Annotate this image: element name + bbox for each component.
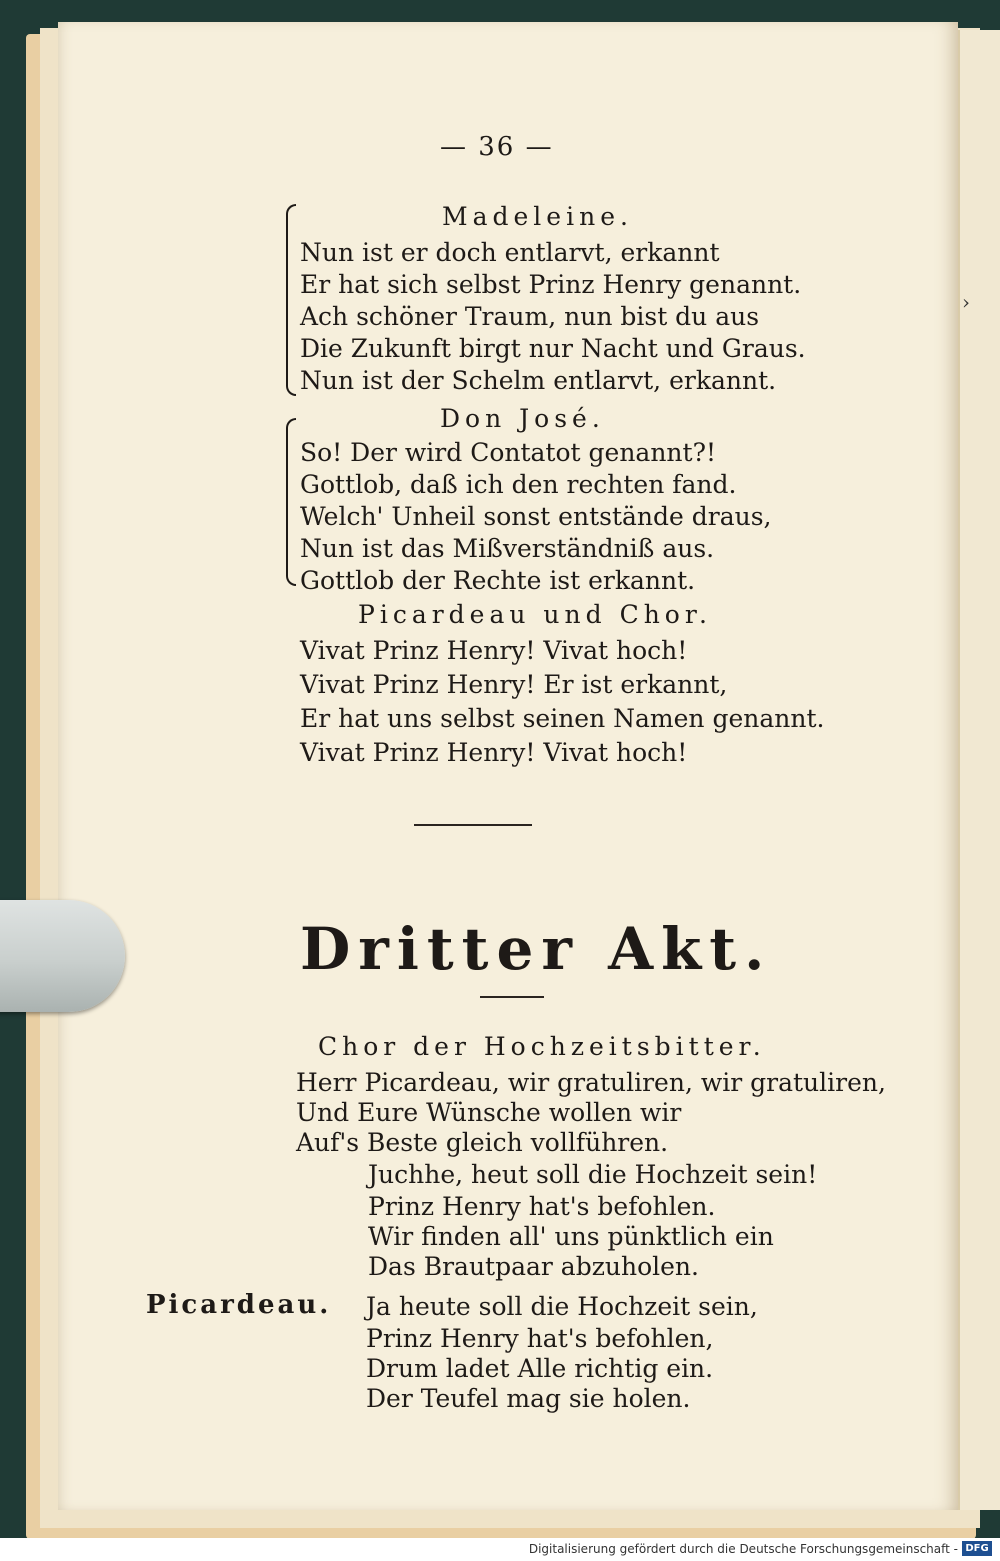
verse-line: So! Der wird Contatot genannt?! [300, 438, 717, 467]
verse-line-indented: Prinz Henry hat's befohlen. [368, 1192, 716, 1221]
section-divider [414, 824, 532, 826]
page-mark-icon: › [962, 290, 970, 314]
verse-line: Herr Picardeau, wir gratuliren, wir gratuliren, [296, 1068, 886, 1097]
verse-bracket-don-jose [286, 418, 296, 586]
verse-line: Der Teufel mag sie holen. [366, 1384, 691, 1413]
verse-line: Vivat Prinz Henry! Er ist erkannt, [300, 670, 728, 699]
title-divider [480, 996, 544, 998]
speaker-madeleine: Madeleine. [442, 202, 633, 231]
verse-line: Und Eure Wünsche wollen wir [296, 1098, 682, 1127]
verse-line: Vivat Prinz Henry! Vivat hoch! [300, 738, 688, 767]
verse-line: Welch' Unheil sonst entstände draus, [300, 502, 772, 531]
verse-line: Er hat uns selbst seinen Namen genannt. [300, 704, 825, 733]
verse-line: Er hat sich selbst Prinz Henry genannt. [300, 270, 802, 299]
act-title: Dritter Akt. [300, 915, 773, 983]
speaker-picardeau: Picardeau. [146, 1290, 332, 1320]
speaker-don-jose: Don José. [440, 404, 605, 433]
verse-line: Die Zukunft birgt nur Nacht und Graus. [300, 334, 806, 363]
dfg-logo: DFG [962, 1541, 992, 1556]
speaker-picardeau-chor: Picardeau und Chor. [358, 600, 713, 629]
footer-credit: Digitalisierung gefördert durch die Deutsche Forschungsgemeinschaft - [528, 1542, 958, 1556]
verse-line: Nun ist der Schelm entlarvt, erkannt. [300, 366, 777, 395]
verse-line: Prinz Henry hat's befohlen, [366, 1324, 714, 1353]
page-number: — 36 — [440, 132, 554, 162]
verse-bracket-madeleine [286, 204, 296, 396]
verse-line-indented: Das Brautpaar abzuholen. [368, 1252, 699, 1281]
verse-line: Gottlob, daß ich den rechten fand. [300, 470, 737, 499]
verse-line: Nun ist das Mißverständniß aus. [300, 534, 715, 563]
next-page-edge [958, 30, 1000, 1510]
speaker-chor-hochzeitsbitter: Chor der Hochzeitsbitter. [318, 1032, 766, 1061]
verse-line: Ach schöner Traum, nun bist du aus [300, 302, 760, 331]
page-clip [0, 900, 125, 1012]
verse-line: Drum ladet Alle richtig ein. [366, 1354, 714, 1383]
verse-line: Vivat Prinz Henry! Vivat hoch! [300, 636, 688, 665]
verse-line: Nun ist er doch entlarvt, erkannt [300, 238, 720, 267]
verse-line-indented: Wir finden all' uns pünktlich ein [368, 1222, 774, 1251]
digitization-footer [0, 1538, 1000, 1561]
verse-line: Ja heute soll die Hochzeit sein, [366, 1292, 758, 1321]
verse-line: Auf's Beste gleich vollführen. [296, 1128, 669, 1157]
verse-line-indented: Juchhe, heut soll die Hochzeit sein! [368, 1160, 818, 1189]
verse-line: Gottlob der Rechte ist erkannt. [300, 566, 696, 595]
